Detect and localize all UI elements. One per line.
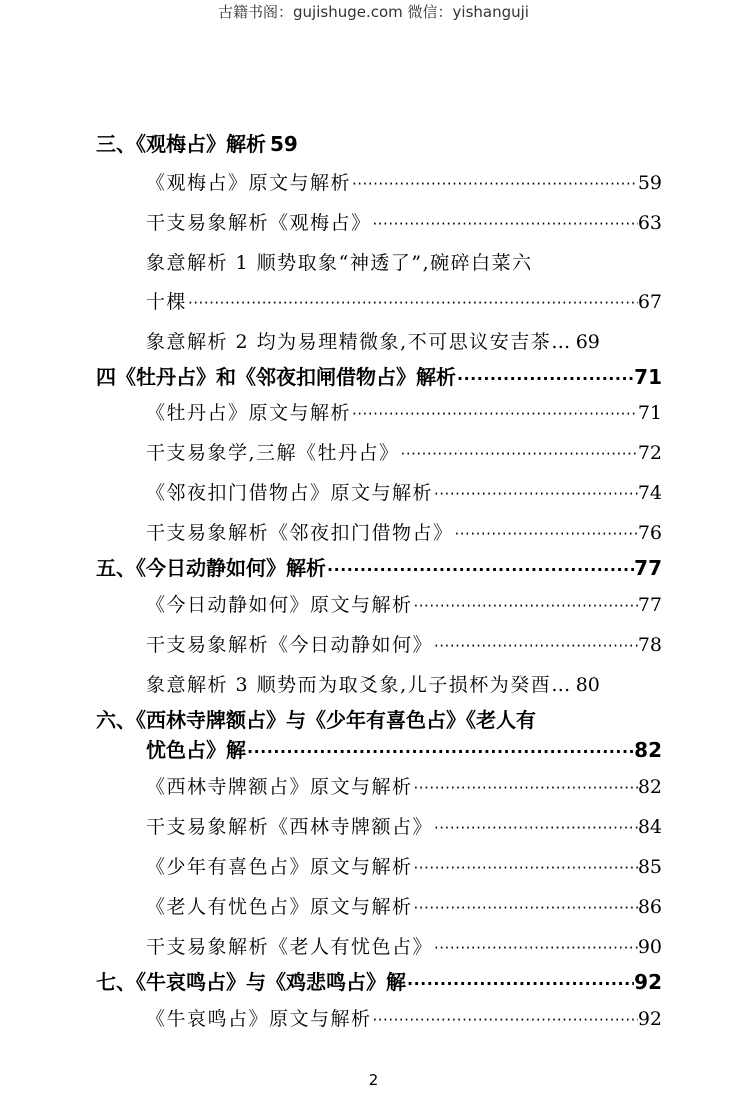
toc-entry xyxy=(146,590,662,617)
toc-entry xyxy=(146,438,662,465)
toc-page-number: 82 xyxy=(634,738,662,762)
toc-leader-dots xyxy=(326,560,634,579)
toc-title: 《牡丹占》原文与解析 xyxy=(146,402,352,424)
toc-title: 象意解析 2 均为易理精微象,不可思议安吉茶… xyxy=(146,331,572,353)
toc-title: 四《牡丹占》和《邻夜扣闸借物占》解析 xyxy=(96,365,456,389)
toc-page-number: 67 xyxy=(637,291,662,313)
toc-title: 《邻夜扣门借物占》原文与解析 xyxy=(146,482,434,504)
toc-heading xyxy=(96,704,662,733)
page-number: 2 xyxy=(368,1071,379,1089)
toc-leader-dots xyxy=(433,485,638,503)
toc-title: 干支易象解析《老人有忧色占》 xyxy=(146,936,434,958)
toc-title: 《老人有忧色占》原文与解析 xyxy=(146,896,413,918)
toc-entry xyxy=(146,478,662,505)
toc-entry xyxy=(146,398,662,425)
toc-entry xyxy=(146,208,662,235)
toc-page-number: 72 xyxy=(637,442,662,464)
toc-page-number: 74 xyxy=(637,482,662,504)
toc-title: 干支易象解析《西林寺牌额占》 xyxy=(146,816,434,838)
toc-title: 十棵 xyxy=(146,291,188,313)
toc-title: 象意解析 3 顺势而为取爻象,儿子损杯为癸酉… xyxy=(146,674,572,696)
toc-leader-dots xyxy=(400,445,638,463)
toc-leader-dots xyxy=(413,859,638,877)
toc-title: 干支易象解析《观梅占》 xyxy=(146,212,372,234)
toc-title: 五、《今日动静如何》解析 xyxy=(96,556,326,580)
page-header-watermark: 古籍书阁：gujishuge.com 微信：yishanguji xyxy=(218,3,529,21)
toc-title: 忧色占》解 xyxy=(146,738,246,762)
toc-page-number: 59 xyxy=(270,132,298,156)
toc-leader-dots xyxy=(433,819,638,837)
toc-heading xyxy=(96,552,662,581)
toc-leader-dots xyxy=(372,215,638,233)
toc-page-number: 77 xyxy=(637,594,662,616)
toc-leader-dots xyxy=(433,637,638,655)
toc-leader-dots xyxy=(456,369,634,388)
toc-entry xyxy=(146,630,662,657)
toc-entry xyxy=(146,772,662,799)
toc-page-number: 76 xyxy=(637,522,662,544)
toc-leader-dots xyxy=(351,405,638,423)
toc-page-number: 71 xyxy=(637,402,662,424)
toc-leader-dots xyxy=(413,779,638,797)
toc-heading xyxy=(96,128,662,157)
toc-title: 六、《西林寺牌额占》与《少年有喜色占》《老人有 xyxy=(96,708,536,732)
toc-entry xyxy=(146,670,662,697)
toc-title: 三、《观梅占》解析 xyxy=(96,132,266,156)
toc-page-number: 86 xyxy=(637,896,662,918)
toc-leader-dots xyxy=(413,597,638,615)
toc-title: 干支易象解析《邻夜扣门借物占》 xyxy=(146,522,454,544)
toc-page-number: 84 xyxy=(637,816,662,838)
toc-title: 《少年有喜色占》原文与解析 xyxy=(146,856,413,878)
toc-leader-dots xyxy=(413,899,638,917)
toc-heading xyxy=(96,361,662,390)
toc-leader-dots xyxy=(406,974,634,993)
toc-page-number: 85 xyxy=(637,856,662,878)
toc-title: 干支易象解析《今日动静如何》 xyxy=(146,634,434,656)
toc-page-number: 63 xyxy=(637,212,662,234)
toc-page-number: 71 xyxy=(634,365,662,389)
toc-entry xyxy=(146,168,662,195)
toc-leader-dots xyxy=(372,1011,638,1029)
toc-heading xyxy=(146,734,662,763)
toc-heading xyxy=(96,966,662,995)
toc-entry xyxy=(146,248,662,275)
toc-entry xyxy=(146,287,662,314)
toc-entry xyxy=(146,892,662,919)
toc-page-number: 82 xyxy=(637,776,662,798)
toc-page-number: 59 xyxy=(637,172,662,194)
toc-page-number: 92 xyxy=(634,970,662,994)
toc-entry xyxy=(146,932,662,959)
toc-title: 七、《牛哀鸣占》与《鸡悲鸣占》解 xyxy=(96,970,406,994)
toc-leader-dots xyxy=(433,939,638,957)
toc-page-number: 90 xyxy=(637,936,662,958)
toc-page-number: 78 xyxy=(637,634,662,656)
toc-entry xyxy=(146,518,662,545)
toc-entry xyxy=(146,812,662,839)
toc-title: 《今日动静如何》原文与解析 xyxy=(146,594,413,616)
toc-entry xyxy=(146,327,662,354)
toc-page-number: 69 xyxy=(575,331,600,353)
toc-leader-dots xyxy=(246,742,634,761)
toc-leader-dots xyxy=(187,294,638,312)
toc-title: 《牛哀鸣占》原文与解析 xyxy=(146,1008,372,1030)
toc-leader-dots xyxy=(351,175,638,193)
toc-title: 象意解析 1 顺势取象“神透了”,碗碎白菜六 xyxy=(146,252,533,274)
toc-title: 《观梅占》原文与解析 xyxy=(146,172,352,194)
toc-entry xyxy=(146,852,662,879)
toc-leader-dots xyxy=(454,525,638,543)
toc-entry xyxy=(146,1004,662,1031)
toc-page-number: 92 xyxy=(637,1008,662,1030)
toc-title: 《西林寺牌额占》原文与解析 xyxy=(146,776,413,798)
toc-page-number: 80 xyxy=(575,674,600,696)
toc-title: 干支易象学,三解《牡丹占》 xyxy=(146,442,400,464)
toc-page-number: 77 xyxy=(634,556,662,580)
